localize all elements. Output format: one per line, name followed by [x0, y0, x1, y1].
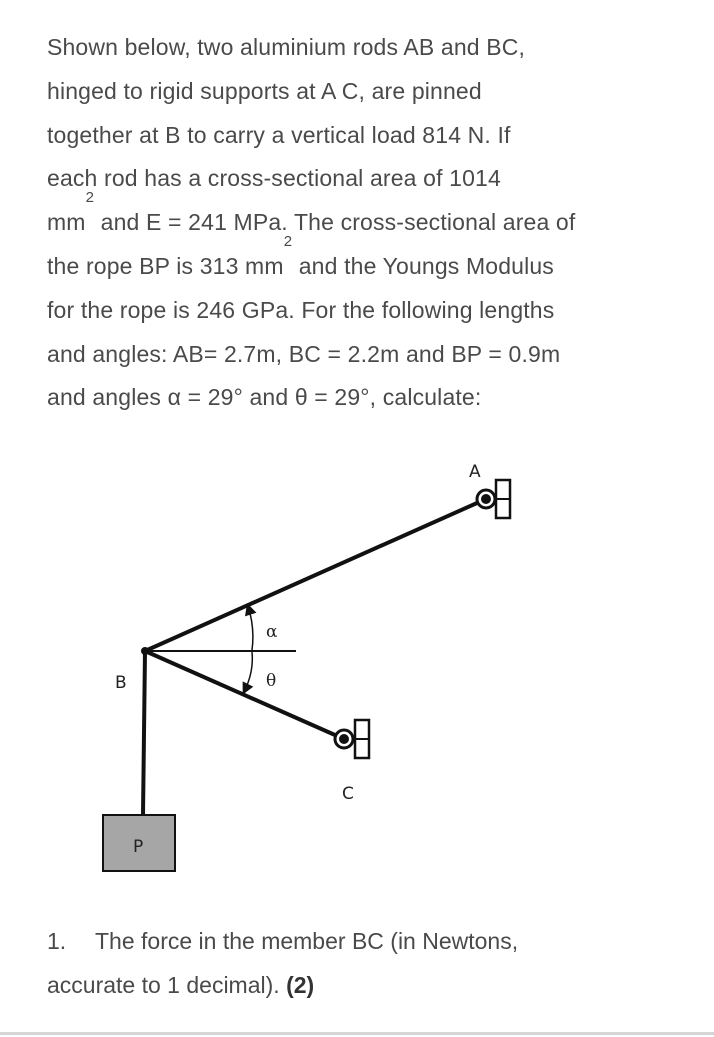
problem-line-6 [47, 232, 677, 289]
rope-bp [143, 651, 145, 815]
superscript-2: 2 [85, 189, 95, 207]
question-1 [47, 920, 687, 1008]
label-alpha: α [266, 622, 278, 642]
question-marks: (2) [286, 971, 315, 998]
support-c [335, 720, 369, 758]
label-c: C [342, 784, 354, 804]
rod-bc [145, 651, 344, 739]
problem-statement [47, 26, 677, 420]
problem-line-4: each rod has a cross-sectional area of 1014 [47, 165, 501, 192]
rod-ab [145, 499, 486, 651]
label-b: B [115, 673, 127, 693]
problem-line-8: and angles: AB= 2.7m, BC = 2.2m and BP = 0.9m [47, 340, 561, 367]
label-a: A [469, 462, 481, 482]
label-p: P [133, 837, 144, 857]
problem-line-5-rest: and E = 241 MPa. The cross-sectional area of [94, 209, 576, 236]
problem-line-2: hinged to rigid supports at A C, are pinned [47, 77, 482, 104]
bottom-divider [0, 1032, 714, 1035]
unit-mm: mm [47, 209, 86, 236]
truss-diagram [0, 440, 714, 890]
question-text-1: The force in the member BC (in Newtons, [95, 928, 519, 954]
question-line-2 [47, 964, 687, 1008]
problem-line-7: for the rope is 246 GPa. For the following lengths [47, 296, 555, 323]
label-theta: θ [266, 671, 277, 691]
problem-line-6-rest: and the Youngs Modulus [292, 252, 554, 279]
problem-line-9: and angles α = 29° and θ = 29°, calculate: [47, 384, 482, 411]
question-line-1 [47, 920, 687, 964]
alpha-angle-arc [248, 606, 253, 650]
problem-line-6-start: the rope BP is 313 mm [47, 252, 284, 279]
question-number: 1. [47, 928, 67, 954]
theta-angle-arc [244, 652, 252, 692]
superscript-2: 2 [283, 232, 293, 250]
pin-b [141, 647, 149, 655]
problem-line-1: Shown below, two aluminium rods AB and BC, [47, 34, 526, 60]
support-a [477, 480, 510, 518]
problem-line-5 [47, 189, 677, 245]
problem-line-3: together at B to carry a vertical load 814 N. If [47, 121, 511, 148]
question-text-2: accurate to 1 decimal). [47, 971, 280, 998]
